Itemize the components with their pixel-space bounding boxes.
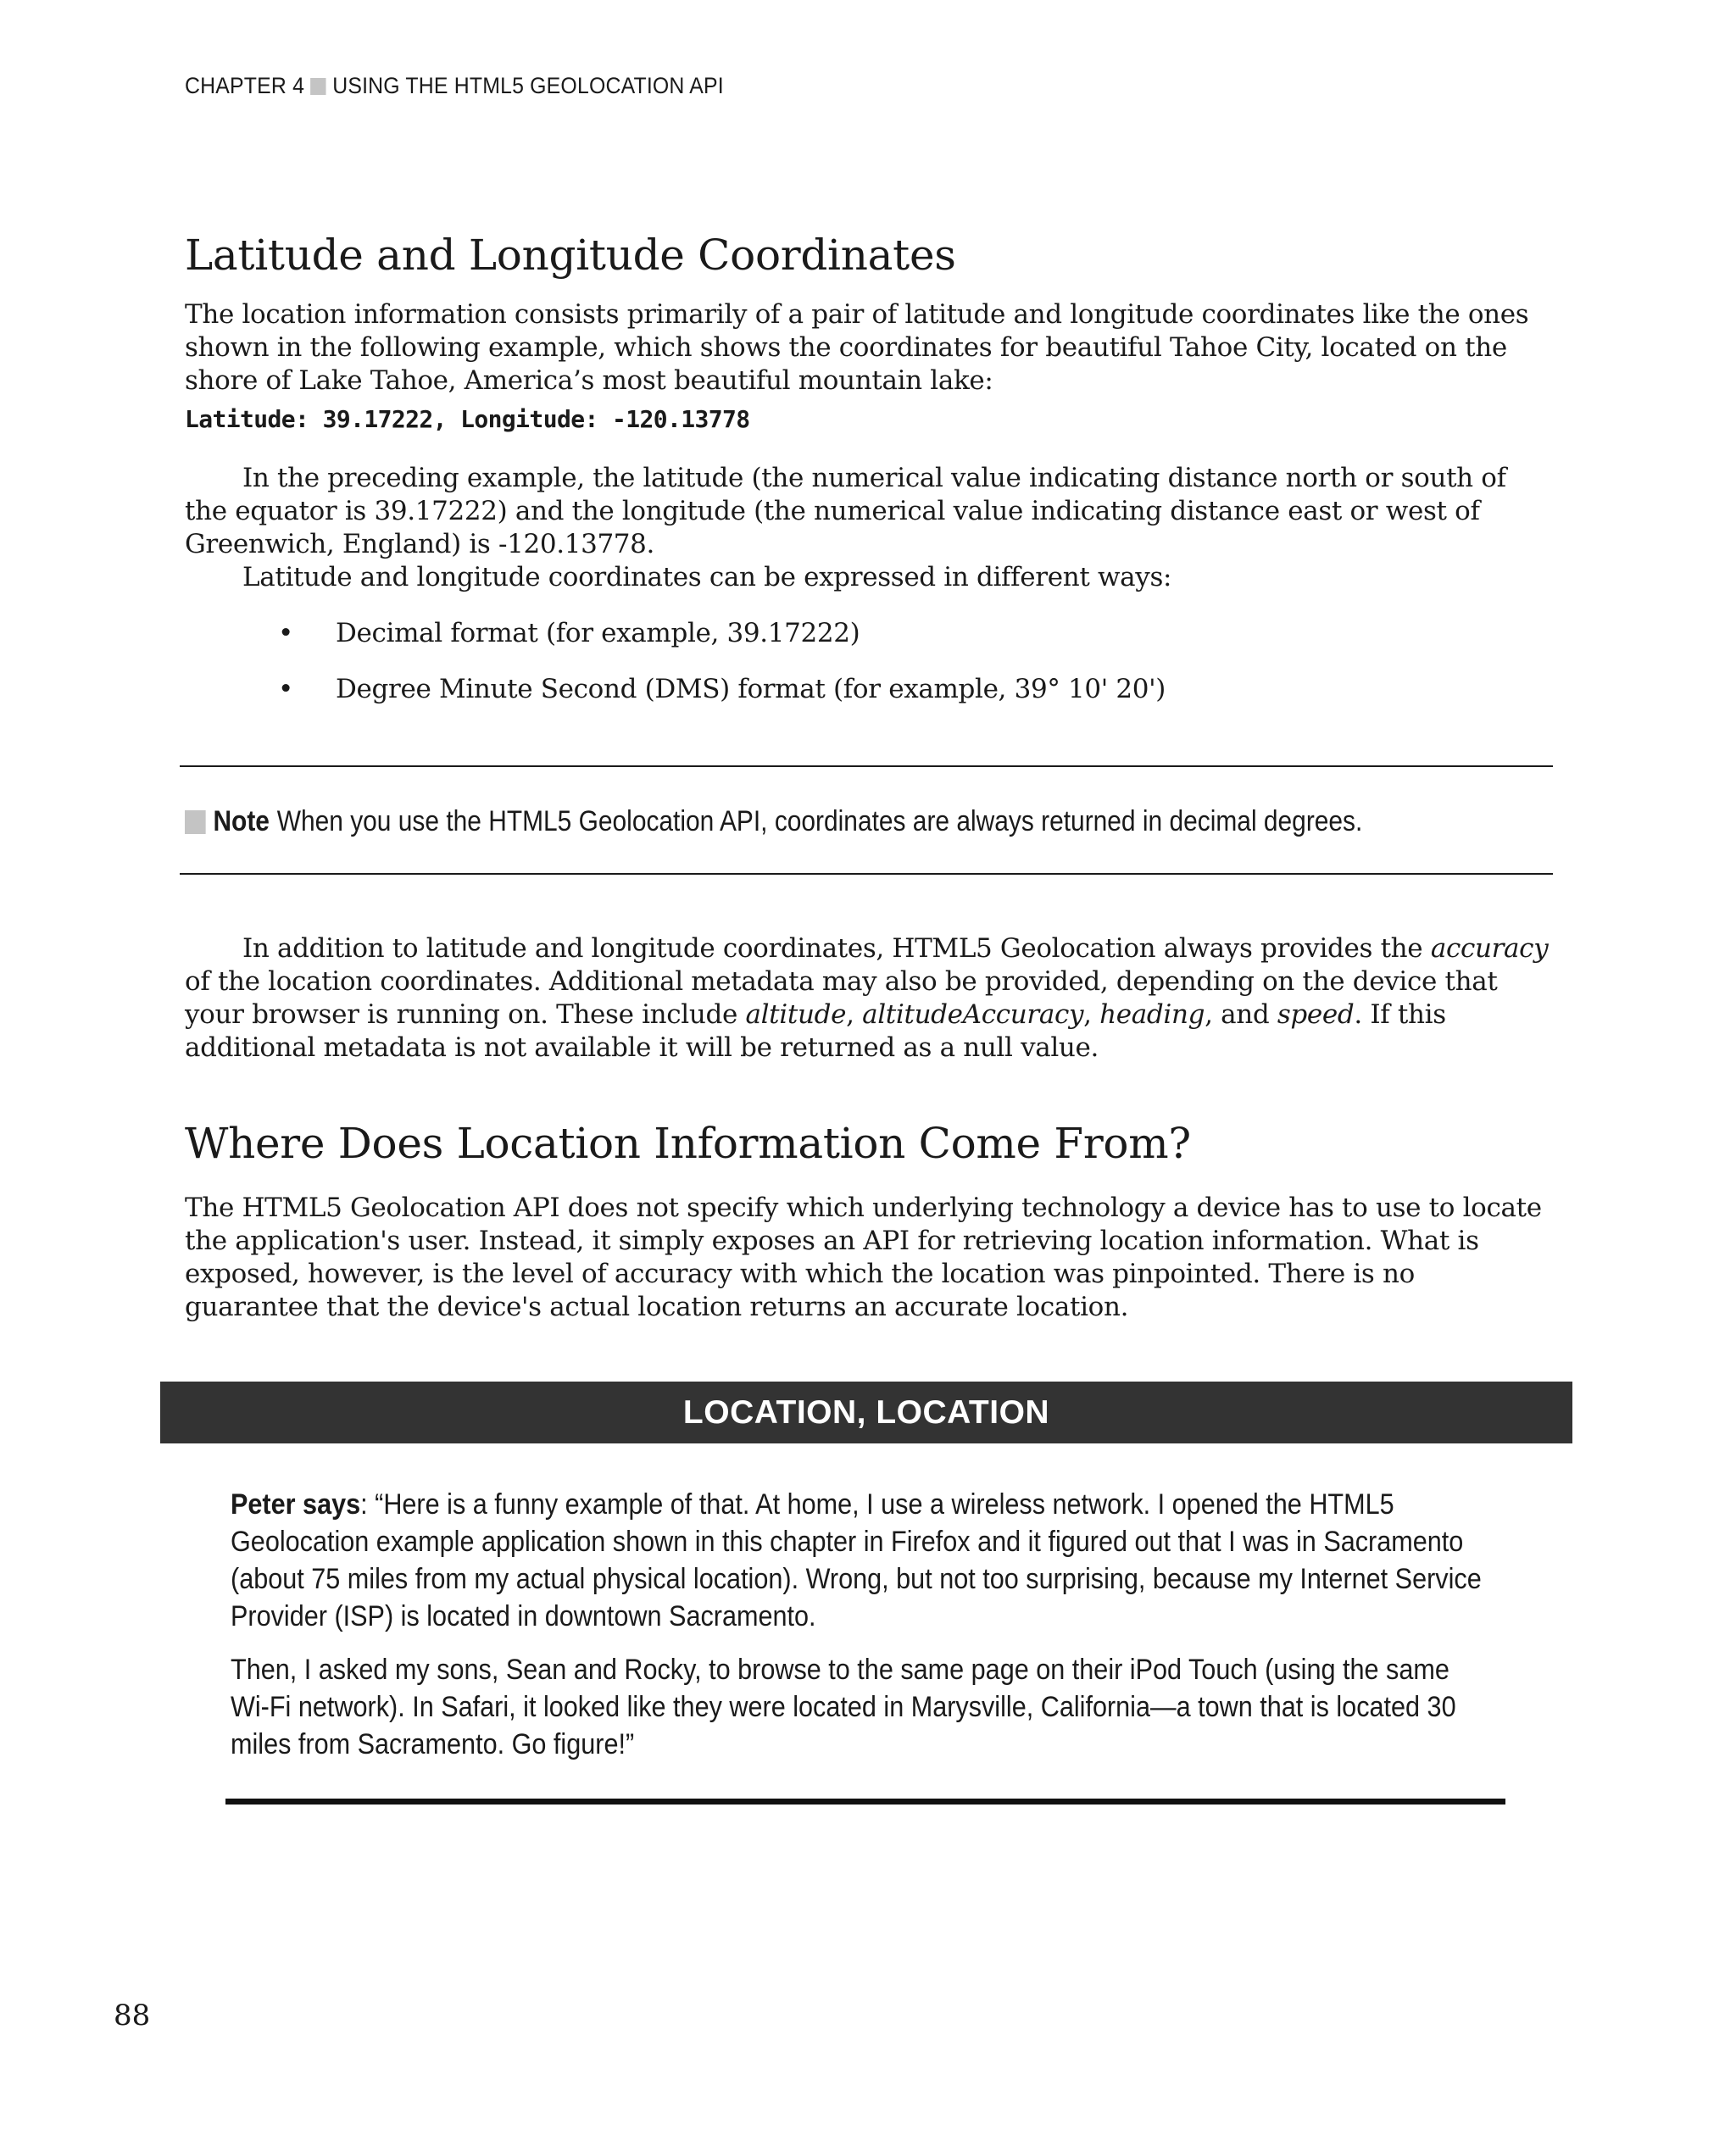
emphasis-accuracy: accuracy (1430, 933, 1549, 964)
code-example: Latitude: 39.17222, Longitude: -120.13778 (185, 405, 750, 433)
expressed-paragraph: Latitude and longitude coordinates can be expressed in different ways: (242, 562, 1172, 592)
page-number: 88 (114, 1999, 151, 2033)
text-run: : “Here is a funny example of that. At home, I use a wireless network. I opened the HTML5 Geolocation example application shown in this chapter in Firefox and it figured out that I was in Sacramento (about 75 miles from my actual physical location). Wrong, but not too surprising, because my Internet Service Provider (ISP) is located in downtown Sacramento. (231, 1488, 1482, 1632)
text-run: . If this additional metadata is not available it will be returned as a null value. (185, 999, 1446, 1063)
separator-square-icon (310, 78, 326, 95)
chapter-label: CHAPTER 4 (185, 73, 305, 98)
list-item-text: Decimal format (for example, 39.17222) (336, 618, 860, 648)
sidebar-bottom-rule (225, 1799, 1505, 1805)
sidebar-title: LOCATION, LOCATION (682, 1393, 1050, 1431)
accuracy-paragraph (185, 932, 1551, 1065)
sidebar-speaker: Peter says (231, 1488, 361, 1521)
text-run: , (1083, 999, 1100, 1030)
text-run: In addition to latitude and longitude coordinates, HTML5 Geolocation always provides the (242, 933, 1431, 964)
sidebar-title-bar (160, 1382, 1572, 1443)
note-label: Note (213, 805, 270, 837)
bullet-icon: • (278, 618, 293, 648)
where-paragraph: The HTML5 Geolocation API does not specify which underlying technology a device has to use to locate the application's user. Instead, it simply exposes an API for retrieving location information. What is exposed, however, is the level of accuracy with which the location was pinpointed. There is no guarantee that the device's actual location returns an accurate location. (185, 1193, 1542, 1322)
intro-paragraph: The location information consists primarily of a pair of latitude and longitude coordinates like the ones shown in the following example, which shows the coordinates for beautiful Tahoe City, located on the shore of Lake Tahoe, America’s most beautiful mountain lake: (185, 299, 1529, 396)
text-run: of the location coordinates. Additional metadata may also be provided, depending on the device that your browser is running on. These include (185, 966, 1498, 1030)
emphasis-altitude-accuracy: altitudeAccuracy (862, 999, 1084, 1030)
chapter-title: USING THE HTML5 GEOLOCATION API (332, 73, 724, 98)
list-item-text: Degree Minute Second (DMS) format (for example, 39° 10' 20') (336, 674, 1166, 704)
list-item (185, 673, 1456, 729)
preceding-paragraph: In the preceding example, the latitude (the numerical value indicating distance north or south of the equator is 39.17222) and the longitude (the numerical value indicating distance east or west of Greenwich, England) is -120.13778. (185, 463, 1506, 559)
note-square-icon (185, 810, 206, 834)
text-run: , and (1205, 999, 1277, 1030)
running-header (185, 73, 724, 99)
emphasis-altitude: altitude (745, 999, 847, 1030)
emphasis-speed: speed (1277, 999, 1355, 1030)
note-box (185, 805, 1362, 838)
note-text: When you use the HTML5 Geolocation API, coordinates are always returned in decimal degrees. (276, 805, 1363, 837)
list-item (185, 617, 1456, 673)
note-top-rule (180, 765, 1553, 767)
text-run: , (846, 999, 863, 1030)
format-list (185, 617, 1456, 729)
sidebar-paragraph-1 (231, 1486, 1482, 1635)
sidebar-paragraph-2: Then, I asked my sons, Sean and Rocky, to browse to the same page on their iPod Touch (using the same Wi-Fi network). In Safari, it looked like they were located in Marysville, California—a town that is located 30 miles from Sacramento. Go figure!” (231, 1654, 1456, 1760)
emphasis-heading: heading (1099, 999, 1205, 1030)
bullet-icon: • (278, 674, 293, 704)
note-bottom-rule (180, 873, 1553, 875)
section-heading-where: Where Does Location Information Come From? (185, 1119, 1191, 1168)
section-heading-latlong: Latitude and Longitude Coordinates (185, 231, 956, 280)
